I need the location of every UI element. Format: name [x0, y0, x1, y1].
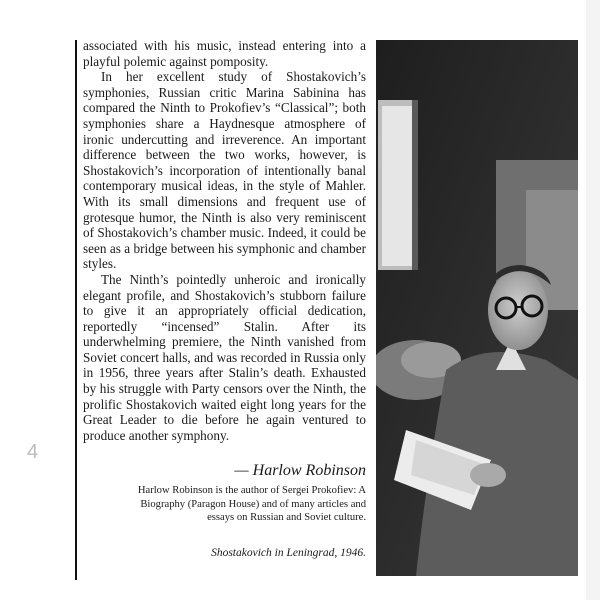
- author-signature: — Harlow Robinson: [234, 462, 366, 479]
- author-bio: Harlow Robinson is the author of Sergei Prokofiev: A Biography (Paragon House) and of many articles and essays on Russian and Soviet culture.: [137, 485, 366, 523]
- paragraph-3: The Ninth’s pointedly unheroic and ironically elegant profile, and Shostakovich’s stubborn failure to give it an appropriately official dedication, reportedly “incensed” Stalin. After its underwhelming premiere, the Ninth vanished from Soviet concert halls, and was recorded in Russia only in 1956, three years after Stalin’s death. Exhausted by his struggle with Party censors over the Ninth, the prolific Shostakovich waited eight long years for the Great Leader to die before he again ventured to produce another symphony.: [83, 271, 366, 443]
- photo-caption: Shostakovich in Leningrad, 1946.: [211, 547, 366, 559]
- paragraph-2: In her excellent study of Shostakovich’s symphonies, Russian critic Marina Sabinina has compared the Ninth to Prokofiev’s “Classical”; both symphonies share a Haydnesque atmosphere of ironic undercutting and irreverence. An important difference between the two works, however, is Shostakovich’s incorporation of intentionally banal contemporary musical ideas, in the style of Mahler. With its small dimensions and frequent use of grotesque humor, the Ninth is also very reminiscent of Shostakovich’s chamber music. Indeed, it could be seen as a bridge between his symphonic and chamber styles.: [83, 69, 366, 272]
- portrait-photo: [376, 40, 578, 576]
- page-edge: [586, 0, 600, 600]
- paragraph-1: associated with his music, instead entering into a playful polemic against pomposity.: [83, 38, 366, 69]
- article-text: [83, 38, 366, 443]
- portrait-photo-graphic: [376, 40, 578, 576]
- margin-rule: [75, 40, 77, 580]
- page-number: 4: [27, 441, 39, 463]
